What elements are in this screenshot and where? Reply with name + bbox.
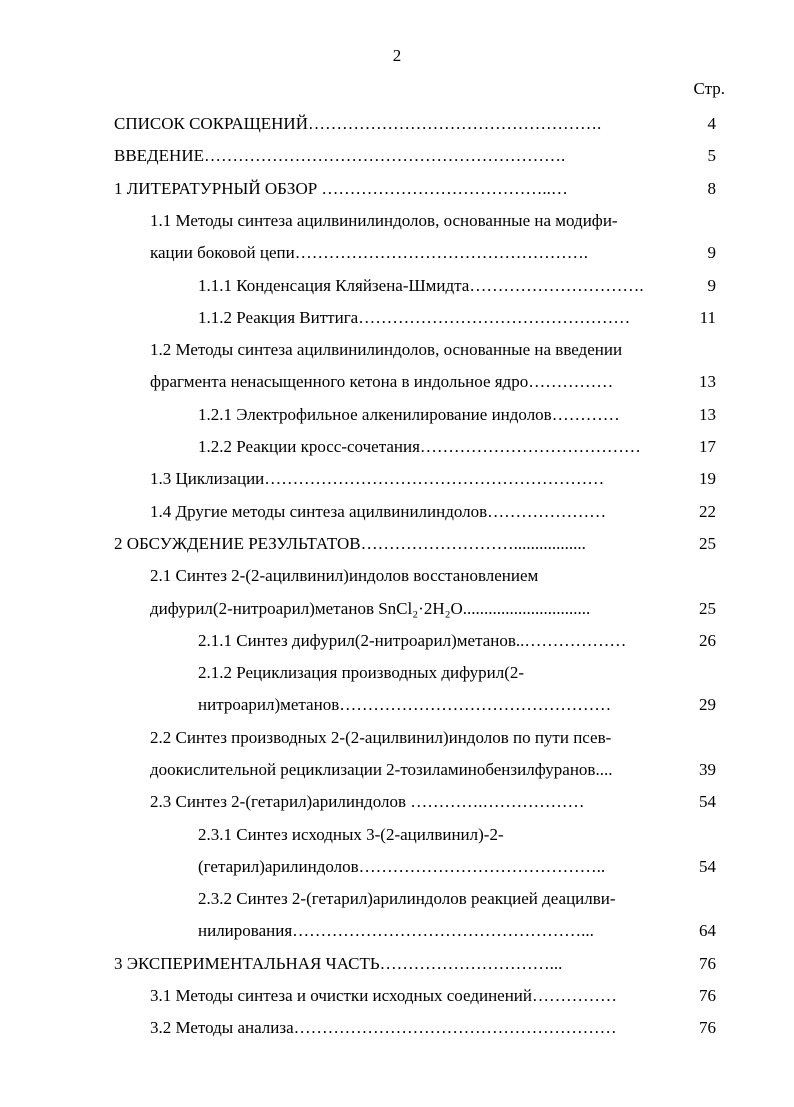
toc-entry-title: 1.2.1 Электрофильное алкенилирование индолов………… (198, 405, 620, 424)
toc-entry (198, 886, 616, 912)
toc-entry-title: 3.1 Методы синтеза и очистки исходных соединений…………… (150, 986, 618, 1005)
toc-entry-page: 13 (699, 372, 716, 391)
toc-entry-page: 29 (699, 695, 716, 714)
page-number: 2 (392, 46, 402, 65)
toc-entry-title: фрагмента ненасыщенного кетона в индольное ядро…………… (150, 372, 614, 391)
toc-entry-page: 76 (699, 1018, 716, 1037)
toc-entry (198, 822, 504, 848)
toc-entry (198, 692, 611, 718)
toc-entry-title: 2.3.1 Синтез исходных 3-(2-ацилвинил)-2- (198, 825, 504, 844)
toc-entry (198, 434, 641, 460)
toc-entry-title: 2.1.1 Синтез дифурил(2-нитроарил)метанов..……………… (198, 631, 627, 650)
toc-entry (114, 143, 565, 169)
toc-entry-title: дифурил(2-нитроарил)метанов SnCl₂·2H₂O.............................. (150, 599, 591, 618)
toc-entry-title: 2.1 Синтез 2-(2-ацилвинил)индолов восстановлением (150, 566, 539, 585)
toc-entry-title: 1.4 Другие методы синтеза ацилвинилиндолов………………… (150, 502, 607, 521)
toc-entry (150, 563, 538, 589)
toc-entry (150, 983, 617, 1009)
toc-entry-page: 22 (699, 502, 716, 521)
toc-entry-title: 2.3 Синтез 2-(гетарил)арилиндолов ………….……………… (150, 792, 585, 811)
toc-entry-title: 2.2 Синтез производных 2-(2-ацилвинил)индолов по пути псев- (150, 728, 612, 747)
toc-entry (114, 531, 586, 557)
toc-entry (150, 369, 613, 395)
toc-entry-page: 64 (699, 921, 716, 940)
toc-entry-title: 2.1.2 Рециклизация производных дифурил(2- (198, 663, 525, 682)
toc-entry-title: 3.2 Методы анализа………………………………………………… (150, 1018, 617, 1037)
toc-entry-title: ВВЕДЕНИЕ………………………………………………………. (114, 146, 566, 165)
toc-entry-title: 3 ЭКСПЕРИМЕНТАЛЬНАЯ ЧАСТЬ…………………………... (114, 954, 563, 973)
toc-entry (150, 725, 611, 751)
toc-entry-title: (гетарил)арилиндолов…………………………………….. (198, 857, 606, 876)
toc-entry-page: 13 (699, 405, 716, 424)
toc-entry-page: 11 (699, 308, 716, 327)
toc-entry (114, 111, 601, 137)
toc-entry-page: 76 (699, 986, 716, 1005)
toc-entry-page: 19 (699, 469, 716, 488)
page-column-header: Стр. (693, 79, 725, 98)
toc-entry (150, 337, 622, 363)
toc-entry-title: 2.3.2 Синтез 2-(гетарил)арилиндолов реакцией деацилви- (198, 889, 616, 908)
toc-entry-title: 1 ЛИТЕРАТУРНЫЙ ОБЗОР …………………………………..… (114, 179, 568, 198)
toc-entry (150, 757, 612, 783)
toc-entry (198, 918, 594, 944)
toc-entry (198, 402, 620, 428)
toc-entry (150, 240, 588, 266)
toc-entry (198, 273, 644, 299)
toc-entry-title: нилирования……………………………………………... (198, 921, 594, 940)
toc-entry-title: доокислительной рециклизации 2-тозиламинобензилфуранов.... (150, 760, 613, 779)
toc-entry (150, 499, 606, 525)
toc-entry-page: 4 (707, 114, 716, 133)
toc-entry-page: 8 (707, 179, 716, 198)
toc-entry-title: 1.2.2 Реакции кросс-сочетания………………………………… (198, 437, 641, 456)
toc-entry (198, 305, 630, 331)
toc-entry-page: 39 (699, 760, 716, 779)
toc-entry (150, 466, 604, 492)
toc-entry (150, 789, 584, 815)
toc-entry-page: 5 (707, 146, 716, 165)
toc-entry-title: кации боковой цепи……………………………………………. (150, 243, 588, 262)
toc-entry-page: 54 (699, 792, 716, 811)
toc-entry (150, 596, 590, 622)
toc-entry-page: 54 (699, 857, 716, 876)
toc-entry (198, 628, 626, 654)
toc-entry-title: 2 ОБСУЖДЕНИЕ РЕЗУЛЬТАТОВ………………………................. (114, 534, 586, 553)
toc-entry (150, 1015, 617, 1041)
toc-entry-title: 1.1.2 Реакция Виттига………………………………………… (198, 308, 631, 327)
toc-entry (114, 951, 562, 977)
toc-entry (150, 208, 618, 234)
toc-entry-title: 1.1.1 Конденсация Кляйзена-Шмидта…………………………. (198, 276, 644, 295)
toc-entry-page: 17 (699, 437, 716, 456)
toc-entry-title: 1.1 Методы синтеза ацилвинилиндолов, основанные на модифи- (150, 211, 618, 230)
toc-entry-page: 26 (699, 631, 716, 650)
toc-entry-page: 9 (707, 276, 716, 295)
toc-entry-title: 1.3 Циклизации…………………………………………………… (150, 469, 605, 488)
toc-entry-title: 1.2 Методы синтеза ацилвинилиндолов, основанные на введении (150, 340, 623, 359)
toc-entry-page: 9 (707, 243, 716, 262)
toc-entry-page: 76 (699, 954, 716, 973)
toc-entry-page: 25 (699, 534, 716, 553)
toc-entry (114, 176, 568, 202)
toc-entry (198, 854, 605, 880)
toc-entry-title: СПИСОК СОКРАЩЕНИЙ……………………………………………. (114, 114, 602, 133)
toc-entry-title: нитроарил)метанов………………………………………… (198, 695, 612, 714)
toc-entry-page: 25 (699, 599, 716, 618)
toc-entry (198, 660, 524, 686)
